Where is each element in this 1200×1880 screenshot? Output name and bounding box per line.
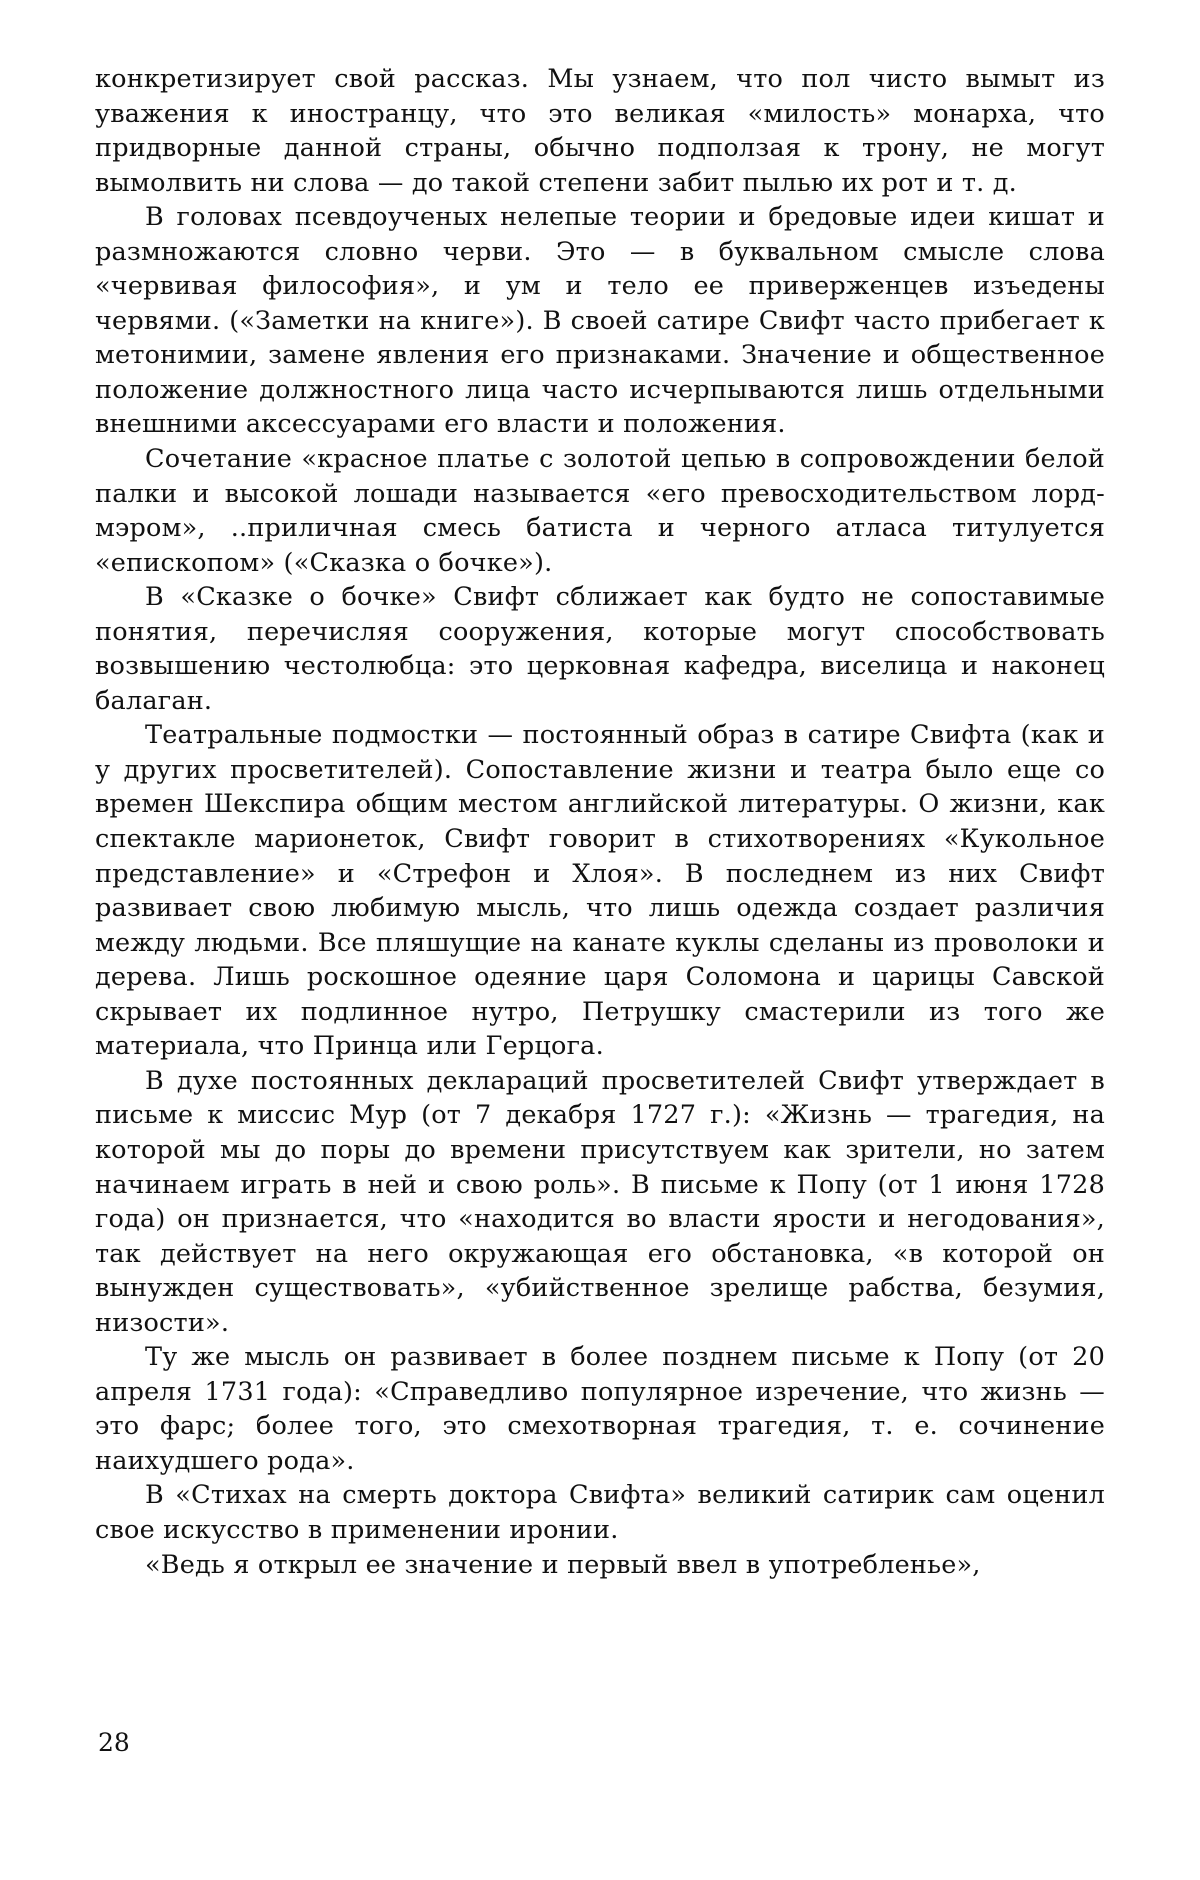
- paragraph: В головах псевдоученых нелепые теории и бредовые идеи кишат и размножаются словно черви. Это — в буквальном смысле слова «червивая философия», и ум и тело ее приверженцев изъедены червями. («Заметки на книге»). В своей сатире Свифт часто прибегает к метонимии, замене явления его признаками. Значение и общественное положение должностного лица часто исчерпываются лишь отдельными внешними аксессуарами его власти и положения.: [95, 202, 1105, 440]
- paragraph: «Ведь я открыл ее значение и первый ввел в употребленье»,: [145, 1549, 981, 1580]
- paragraph: В «Стихах на смерть доктора Свифта» великий сатирик сам оценил свое искусство в применении иронии.: [95, 1480, 1105, 1545]
- paragraph-continuation: конкретизирует свой рассказ. Мы узнаем, что пол чисто вымыт из уважения к иностранцу, что это великая «милость» монарха, что придворные данной страны, обычно подползая к трону, не могут вымолвить ни слова — до такой степени забит пылью их рот и т. д.: [95, 64, 1105, 198]
- paragraph: В духе постоянных деклараций просветителей Свифт утверждает в письме к миссис Мур (от 7 декабря 1727 г.): «Жизнь — трагедия, на которой мы до поры до времени присутствуем как зрители, но затем начинаем играть в ней и свою роль». В письме к Попу (от 1 июня 1728 года) он признается, что «находится во власти ярости и негодования», так действует на него окружающая его обстановка, «в которой он вынужден существовать», «убийственное зрелище рабства, безумия, низости».: [95, 1065, 1105, 1338]
- paragraph: В «Сказке о бочке» Свифт сближает как будто не сопоставимые понятия, перечисляя сооружения, которые могут способствовать возвышению честолюбца: это церковная кафедра, виселица и наконец балаган.: [95, 582, 1105, 716]
- paragraph: Театральные подмостки — постоянный образ в сатире Свифта (как и у других просветителей). Сопоставление жизни и театра было еще со времен Шекспира общим местом английской литературы. О жизни, как спектакле марионеток, Свифт говорит в стихотворениях «Кукольное представление» и «Стрефон и Хлоя». В последнем из них Свифт развивает свою любимую мысль, что лишь одежда создает различия между людьми. Все пляшущие на канате куклы сделаны из проволоки и дерева. Лишь роскошное одеяние царя Соломона и царицы Савской скрывает их подлинное нутро, Петрушку смастерили из того же материала, что Принца или Герцога.: [95, 720, 1105, 1062]
- page-number: 28: [98, 1728, 130, 1757]
- paragraph: Сочетание «красное платье с золотой цепью в сопровождении белой палки и высокой лошади называется «его превосходительством лорд-мэром», ..приличная смесь батиста и черного атласа титулуется «епископом» («Сказка о бочке»).: [95, 444, 1105, 578]
- paragraph: Ту же мысль он развивает в более позднем письме к Попу (от 20 апреля 1731 года): «Справедливо популярное изречение, что жизнь — это фарс; более того, это смехотворная трагедия, т. е. сочинение наихудшего рода».: [95, 1342, 1105, 1476]
- body-text: [95, 62, 1105, 1582]
